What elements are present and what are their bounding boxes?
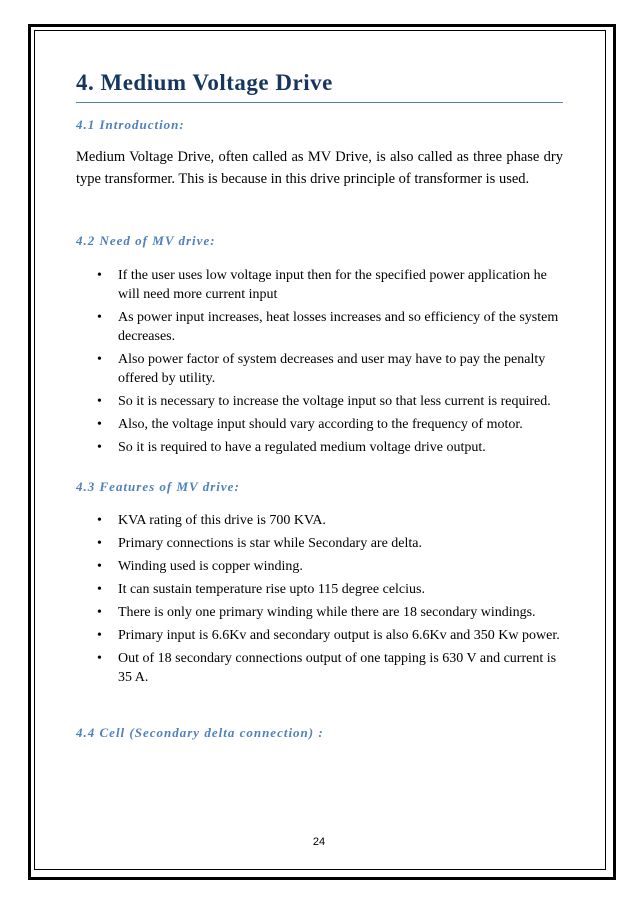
list-item: • Winding used is copper winding. bbox=[118, 557, 563, 576]
section-heading-need: 4.2 Need of MV drive: bbox=[76, 233, 216, 248]
list-item: • Also power factor of system decreases and user may have to pay the penalty offered by utility. bbox=[118, 350, 563, 388]
features-bullet-list bbox=[76, 511, 563, 687]
section-heading-introduction: 4.1 Introduction: bbox=[76, 117, 185, 132]
list-item: • There is only one primary winding while there are 18 secondary windings. bbox=[118, 603, 563, 622]
list-item: • Out of 18 secondary connections output of one tapping is 630 V and current is 35 A. bbox=[118, 649, 563, 687]
list-item: • So it is necessary to increase the voltage input so that less current is required. bbox=[118, 392, 563, 411]
section-heading-features: 4.3 Features of MV drive: bbox=[76, 479, 240, 494]
list-item: • It can sustain temperature rise upto 115 degree celcius. bbox=[118, 580, 563, 599]
section-heading-cell: 4.4 Cell (Secondary delta connection) : bbox=[76, 725, 324, 740]
list-item: • Primary input is 6.6Kv and secondary output is also 6.6Kv and 350 Kw power. bbox=[118, 626, 563, 645]
list-item: • KVA rating of this drive is 700 KVA. bbox=[118, 511, 563, 530]
list-item: • Primary connections is star while Secondary are delta. bbox=[118, 534, 563, 553]
list-item: • So it is required to have a regulated medium voltage drive output. bbox=[118, 438, 563, 457]
introduction-paragraph: Medium Voltage Drive, often called as MV Drive, is also called as three phase dry type transformer. This is because in this drive principle of transformer is used. bbox=[76, 149, 563, 187]
page-number: 24 bbox=[312, 836, 326, 848]
page-title: 4. Medium Voltage Drive bbox=[76, 70, 563, 103]
document-body bbox=[76, 70, 563, 741]
list-item: • If the user uses low voltage input then for the specified power application he will need more current input bbox=[118, 266, 563, 304]
need-bullet-list bbox=[76, 266, 563, 457]
list-item: • As power input increases, heat losses increases and so efficiency of the system decreases. bbox=[118, 308, 563, 346]
list-item: • Also, the voltage input should vary according to the frequency of motor. bbox=[118, 415, 563, 434]
